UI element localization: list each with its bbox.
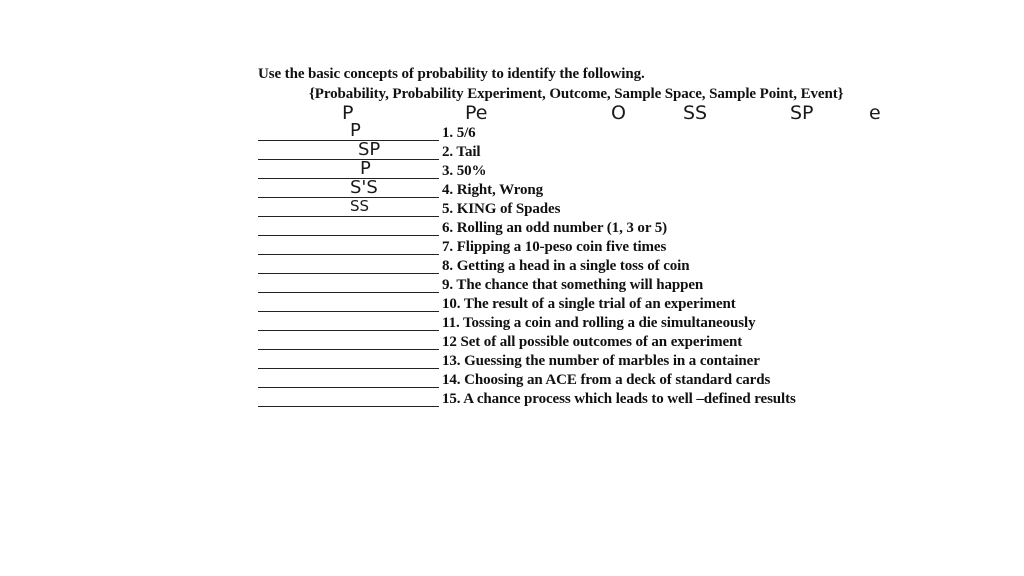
item-row [258,391,878,410]
item-text: 12 Set of all possible outcomes of an experiment [442,334,743,350]
item-text: 11. Tossing a coin and rolling a die simultaneously [442,315,756,331]
handwritten-annotation-probability-experiment: Pe [465,102,488,124]
item-text: 8. Getting a head in a single toss of coin [442,258,690,274]
item-row [258,353,878,372]
item-text: 15. A chance process which leads to well –defined results [442,391,796,407]
item-text: 1. 5/6 [442,125,476,141]
item-text: 10. The result of a single trial of an experiment [442,296,736,312]
item-text: 13. Guessing the number of marbles in a container [442,353,760,369]
answer-blank[interactable] [258,254,439,255]
answer-blank[interactable] [258,349,439,350]
handwritten-annotation-outcome: O [611,102,626,124]
instruction-text: Use the basic concepts of probability to identify the following. [258,66,645,82]
handwritten-annotation-sample-space: SS [683,102,708,124]
handwritten-annotation-sample-point: SP [790,102,814,124]
item-text: 4. Right, Wrong [442,182,544,198]
handwritten-annotation-event: e [869,102,881,124]
answer-blank[interactable] [258,216,439,217]
answer-blank[interactable] [258,292,439,293]
answer-blank[interactable] [258,197,439,198]
handwritten-annotation-probability: P [342,102,354,124]
answer-blank[interactable] [258,330,439,331]
item-row [258,139,878,163]
handwritten-answer: P [360,158,371,179]
answer-blank[interactable] [258,368,439,369]
item-text: 9. The chance that something will happen [442,277,704,293]
item-text: 6. Rolling an odd number (1, 3 or 5) [442,220,668,236]
answer-blank[interactable] [258,311,439,312]
item-row [258,372,878,391]
answer-blank[interactable] [258,406,439,407]
item-row [258,277,878,296]
item-row [258,120,878,144]
item-row [258,197,878,220]
item-row [258,315,878,334]
handwritten-answer: P [350,120,361,141]
item-row [258,220,878,239]
handwritten-answer: SS [350,197,370,215]
item-row [258,239,878,258]
answer-blank[interactable] [258,235,439,236]
choices-list: {Probability, Probability Experiment, Outcome, Sample Space, Sample Point, Event} [309,86,844,102]
item-text: 3. 50% [442,163,487,179]
answer-blank[interactable] [258,387,439,388]
item-text: 7. Flipping a 10-peso coin five times [442,239,667,255]
item-text: 14. Choosing an ACE from a deck of standard cards [442,372,771,388]
item-text: 2. Tail [442,144,481,160]
item-text: 5. KING of Spades [442,201,561,217]
answer-blank[interactable] [258,178,439,179]
handwritten-answer: SP [358,139,381,160]
handwritten-answer: S'S [350,177,378,198]
answer-blank[interactable] [258,140,439,141]
item-row [258,334,878,353]
answer-blank[interactable] [258,273,439,274]
answer-blank[interactable] [258,159,439,160]
item-row [258,296,878,315]
item-row [258,258,878,277]
